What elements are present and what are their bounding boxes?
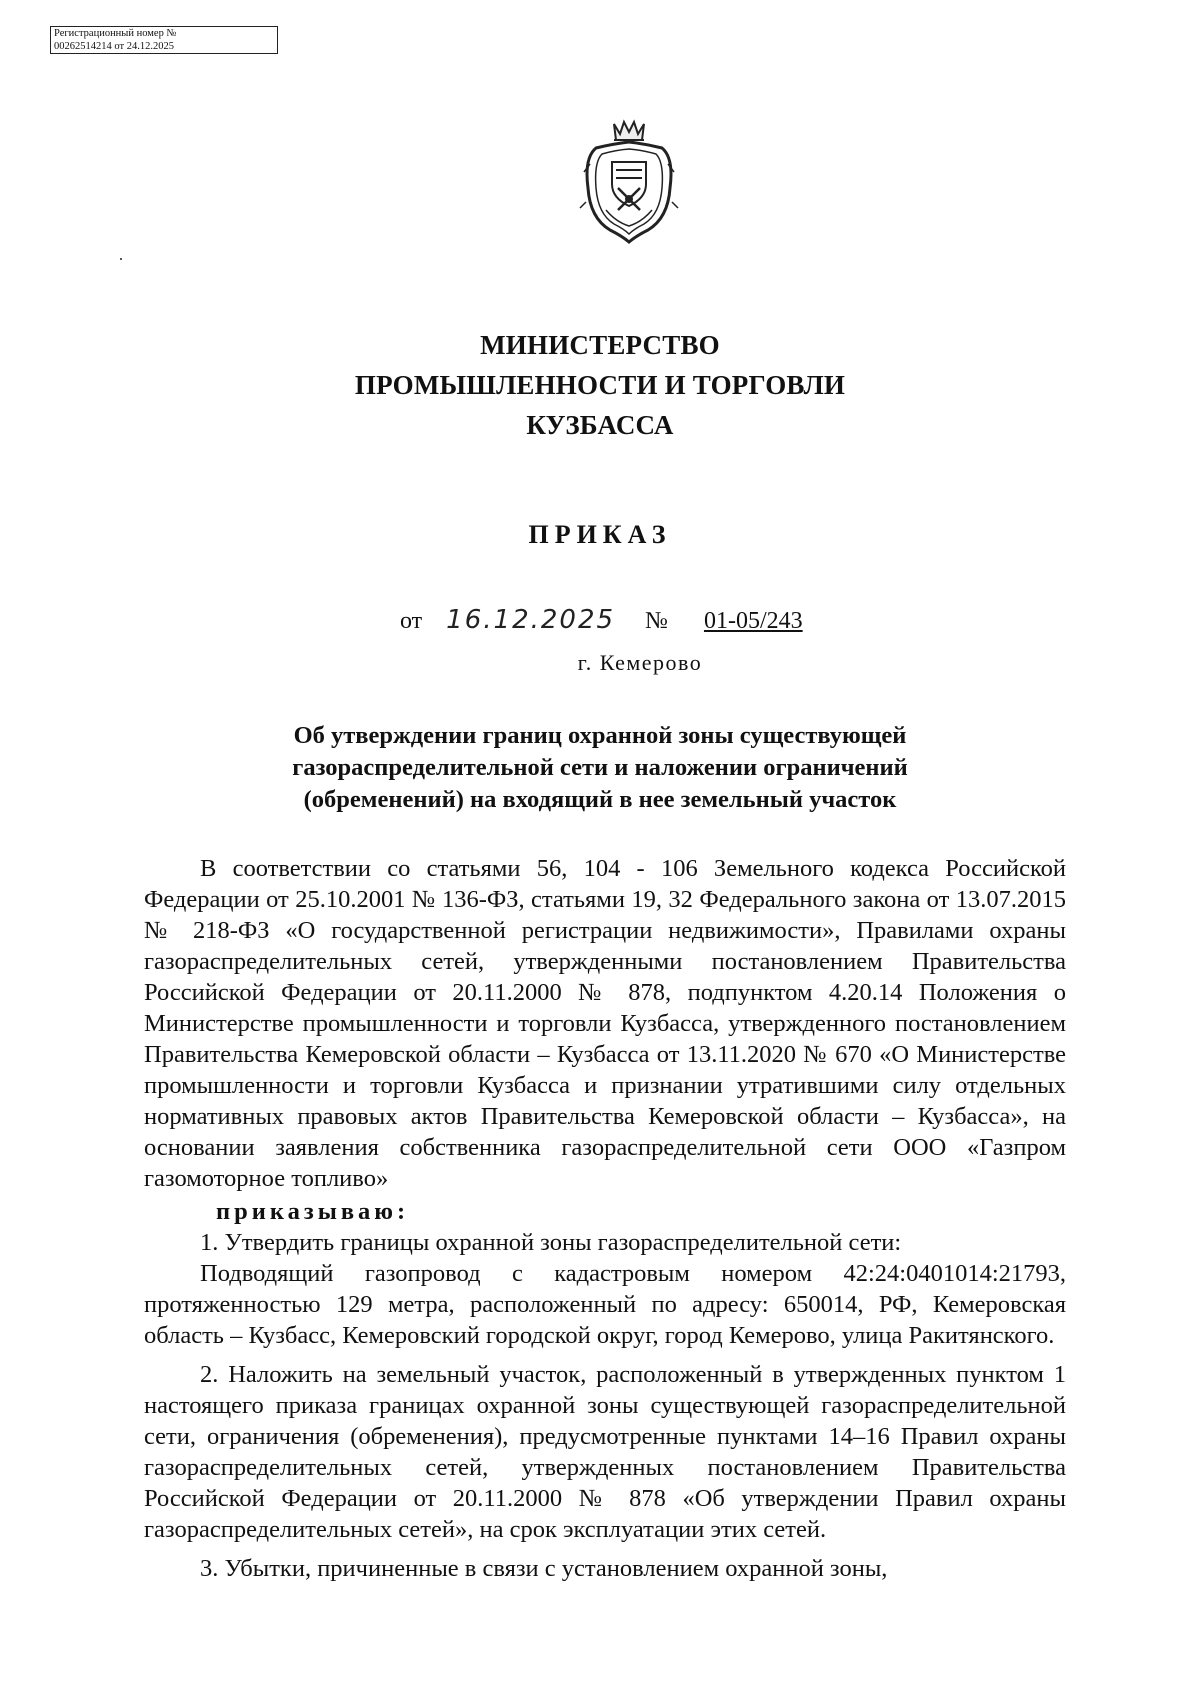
registration-label: Регистрационный номер № [54, 28, 177, 39]
ministry-title-line2: ПРОМЫШЛЕННОСТИ И ТОРГОВЛИ [354, 370, 846, 400]
order-word: приказываю: [216, 1198, 410, 1225]
coat-of-arms-icon [576, 118, 682, 248]
item-3: 3. Убытки, причиненные в связи с установлением охранной зоны, [200, 1555, 888, 1582]
order-subject [200, 720, 1000, 816]
city: г. Кемерово [577, 650, 703, 675]
subject-line1: Об утверждении границ охранной зоны существующей [293, 722, 907, 749]
from-label: от [400, 608, 423, 634]
item-2: 2. Наложить на земельный участок, расположенный в утвержденных пунктом 1 настоящего приказа границах охранной зоны существующей газораспределительной сети, ограничения (обременения), предусмотренные пунктами 14–16 Правил охраны газораспределительных сетей, утвержденных постановлением Правительства Российской Федерации от 20.11.2000 № 878 «Об утверждении Правил охраны газораспределительных сетей», на срок эксплуатации этих сетей. [144, 1361, 1066, 1543]
registration-number: 00262514214 от 24.12.2025 [54, 41, 174, 52]
ministry-title-line3: КУЗБАССА [526, 410, 674, 440]
preamble-paragraph: В соответствии со статьями 56, 104 - 106 Земельного кодекса Российской Федерации от 25.10.2001 № 136-ФЗ, статьями 19, 32 Федерального закона от 13.07.2015 № 218-ФЗ «О государственной регистрации недвижимости», Правилами охраны газораспределительных сетей, утвержденными постановлением Правительства Российской Федерации от 20.11.2000 № 878, подпунктом 4.20.14 Положения о Министерстве промышленности и торговли Кузбасса, утвержденного постановлением Правительства Кемеровской области – Кузбасса от 13.11.2020 № 670 «О Министерстве промышленности и торговли Кузбасса и признании утратившими силу отдельных нормативных правовых актов Правительства Кемеровской области – Кузбасса», на основании заявления собственника газораспределительной сети ООО «Газпром газомоторное топливо» [144, 855, 1066, 1192]
subject-line2: газораспределительной сети и наложении ограничений [292, 754, 908, 781]
item-1-detail: Подводящий газопровод с кадастровым номером 42:24:0401014:21793, протяженностью 129 метра, расположенный по адресу: 650014, РФ, Кемеровская область – Кузбасс, Кемеровский городской округ, город Кемерово, улица Ракитянского. [144, 1260, 1066, 1349]
registration-stamp [50, 26, 278, 54]
subject-line3: (обременений) на входящий в нее земельный участок [303, 786, 897, 813]
number-label: № [645, 608, 668, 634]
date-number-line [400, 605, 803, 635]
ministry-title-line1: МИНИСТЕРСТВО [480, 330, 720, 360]
order-body [144, 853, 1066, 1584]
item-1: 1. Утвердить границы охранной зоны газораспределительной сети: [200, 1229, 902, 1256]
scan-dot [120, 258, 122, 260]
order-number: 01-05/243 [703, 608, 803, 634]
order-date: 16.12.2025 [446, 605, 616, 635]
document-type: ПРИКАЗ [528, 520, 672, 549]
